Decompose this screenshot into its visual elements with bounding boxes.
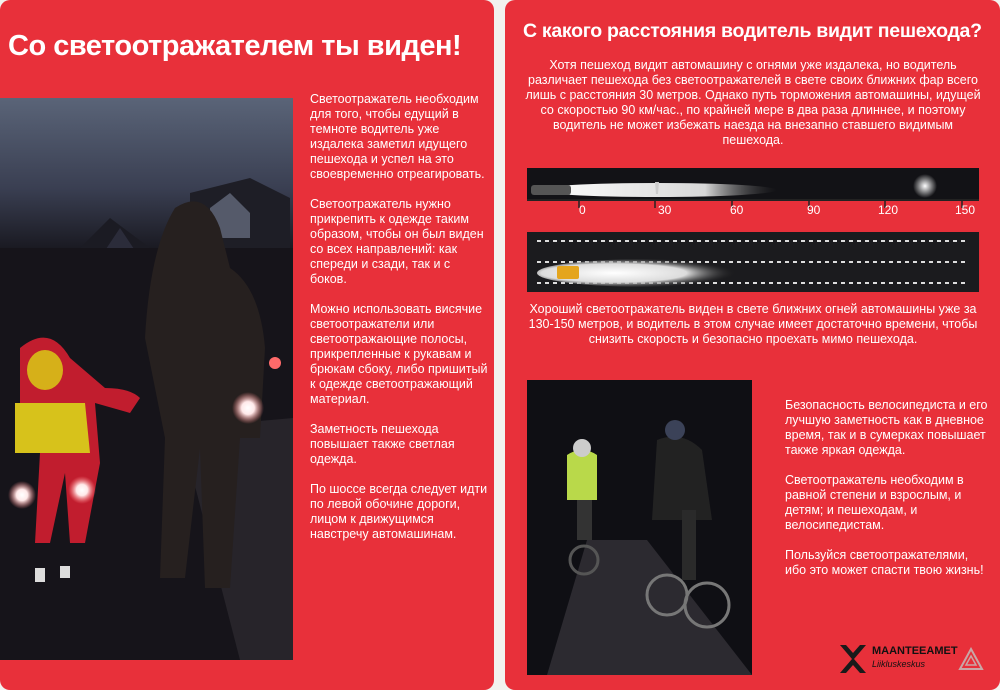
maanteeamet-logo [838, 641, 998, 681]
left-text-column [310, 92, 490, 557]
pedestrians-night-photo [0, 98, 293, 660]
scale-label-0: 0 [579, 203, 586, 217]
right-paragraph-3: Пользуйся светоотражателями, ибо это может спасти твою жизнь! [785, 548, 984, 577]
right-mid-text: Хороший светоотражатель виден в свете ближних огней автомашины уже за 130-150 метров, и водитель в этом случае имеет достаточно времени, чтобы снизить скорость и безопасно проехать мимо пешехода. [528, 302, 978, 346]
logo-name: MAANTEEAMET [872, 645, 958, 657]
warning-triangle-icon [958, 647, 984, 671]
right-intro: Хотя пешеход видит автомашину с огнями уже издалека, но водитель различает пешехода без светоотражателей в свете своих ближних фар всего лишь с расстояния 30 метров. Однако путь торможения автомашины, идущей со скоростью 90 км/час., по крайней мере в два раза длиннее, и поэтому водитель не может избежать наезда на внезапно ставшего видимым пешехода. [525, 58, 981, 147]
right-paragraph-1: Безопасность велосипедиста и его лучшую заметность как в дневное время, так и в сумерках повышает также яркая одежда. [785, 398, 988, 457]
cyclists-night-illustration [527, 380, 752, 675]
road-graphic [527, 232, 979, 292]
right-card [505, 0, 1000, 690]
left-paragraph-3: Можно использовать висячие светоотражатели или светоотражающие полосы, прикрепленные к рукавам и брюкам сбоку, либо пришитый к одежде светоотражающий материал. [310, 302, 488, 406]
left-title: Со светоотражателем ты виден! [8, 30, 462, 62]
left-paragraph-2: Светоотражатель нужно прикрепить к одежде таким образом, чтобы он был виден со всех направлений: как спереди и сзади, так и с боков. [310, 197, 484, 286]
scale-label-150: 150 [955, 203, 976, 217]
scale-label-60: 60 [730, 203, 744, 217]
maanteeamet-emblem-icon [838, 643, 868, 677]
scale-label-120: 120 [878, 203, 899, 217]
logo-subtitle: Liikluskeskus [872, 659, 926, 669]
pedestrians-night-illustration [0, 98, 293, 660]
scale-label-90: 90 [807, 203, 821, 217]
right-text-column [785, 398, 990, 593]
cyclists-night-photo [527, 380, 752, 675]
distance-scale-diagram [527, 168, 979, 226]
left-paragraph-5: По шоссе всегда следует идти по левой обочине дороги, лицом к движущимся навстречу автомашинам. [310, 482, 488, 541]
left-paragraph-4: Заметность пешехода повышает также светлая одежда. [310, 422, 455, 466]
right-paragraph-2: Светоотражатель необходим в равной степени и взрослым, и детям; и пешеходам, и велосипедистам. [785, 473, 964, 532]
distance-scale-graphic [527, 168, 979, 226]
scale-label-30: 30 [658, 203, 672, 217]
left-paragraph-1: Светоотражатель необходим для того, чтобы едущий в темноте водитель уже издалека заметил идущего пешехода и успел на это своевременно отреагировать. [310, 92, 485, 181]
right-title: С какого расстояния водитель видит пешехода? [523, 20, 982, 42]
road-diagram [527, 232, 979, 292]
left-card [0, 0, 494, 690]
